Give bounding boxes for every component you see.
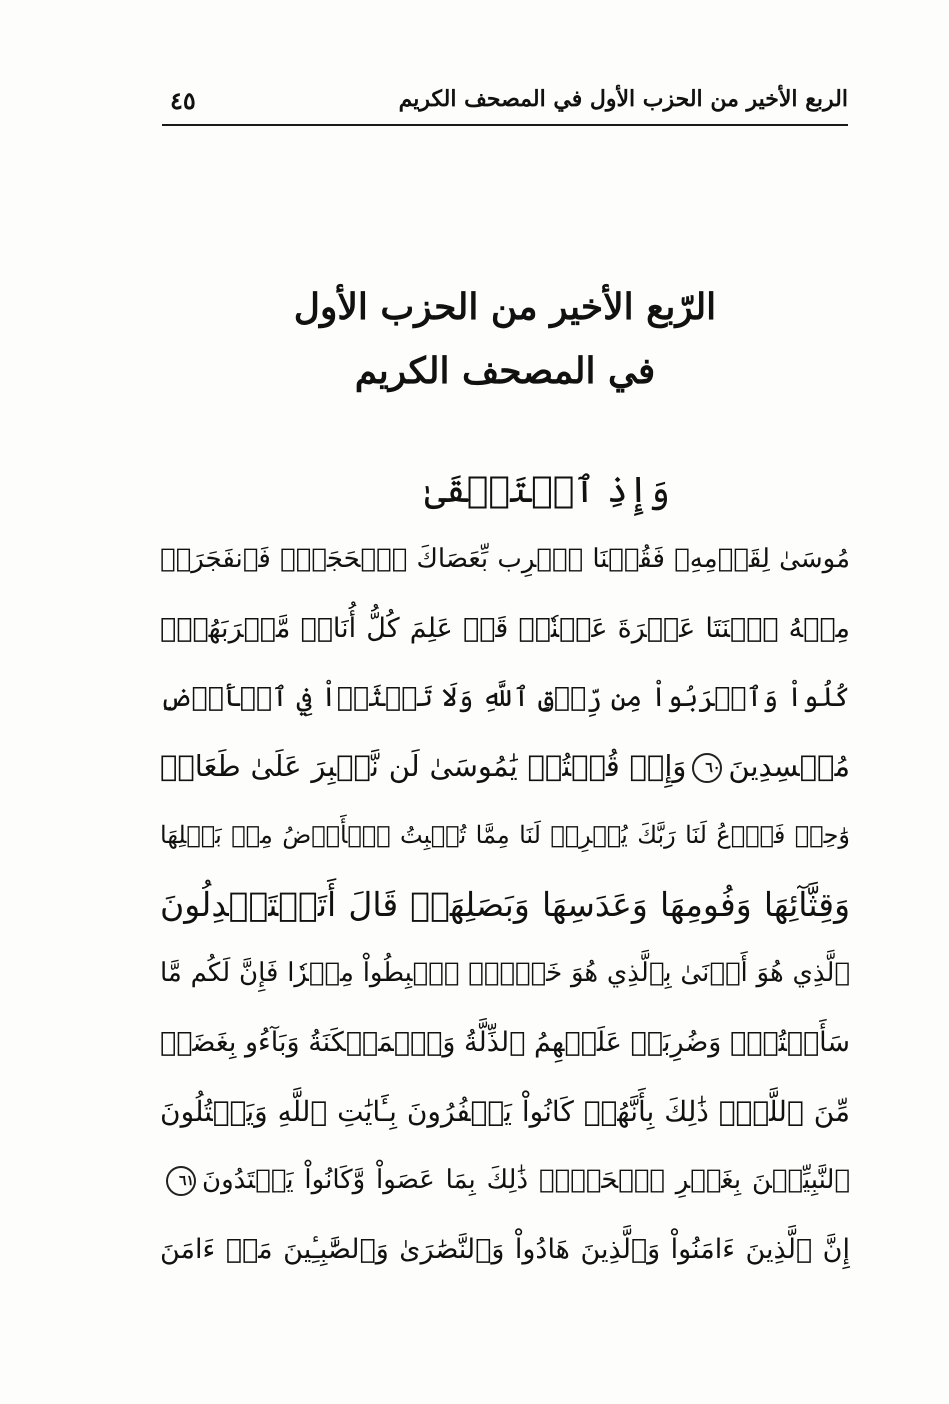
verse-line-5-start: مُفۡسِدِينَ xyxy=(728,749,850,783)
verse-end-marker-61: ٦١ xyxy=(166,1166,196,1196)
verse-line-8: ٱلَّذِي هُوَ أَدۡنَىٰ بِٱلَّذِي هُوَ خَيۡرٌۚ ٱهۡبِطُواْ مِصۡرٗا فَإِنَّ لَكُم مَّا xyxy=(160,958,850,988)
chapter-heading xyxy=(162,275,848,403)
page-number: ٤٥ xyxy=(170,86,196,115)
verse-end-marker-60: ٦٠ xyxy=(692,753,722,783)
running-header xyxy=(162,80,848,126)
chapter-title-line-1: الرّبع الأخير من الحزب الأول xyxy=(293,286,717,328)
verse-line-3: مِنۡهُ ٱثۡنَتَا عَشۡرَةَ عَيۡنٗاۖ قَدۡ عَلِمَ كُلُّ أُنَاسٖ مَّشۡرَبَهُمۡۖ xyxy=(160,613,850,644)
header-rule xyxy=(162,124,848,126)
quran-verse-block xyxy=(160,456,850,1284)
verse-line-11 xyxy=(160,1146,850,1215)
verse-line-10: مِّنَ ٱللَّهِۗ ذَٰلِكَ بِأَنَّهُمۡ كَانُواْ يَكۡفُرُونَ بِـَٔايَٰتِ ٱللَّهِ وَيَقۡتُلُونَ xyxy=(160,1095,850,1128)
chapter-title-line-2: في المصحف الكريم xyxy=(354,350,656,392)
verse-line-5 xyxy=(160,732,850,801)
running-title: الربع الأخير من الحزب الأول في المصحف الكريم xyxy=(398,86,848,112)
verse-line-5-end: وَإِذۡ قُلۡتُمۡ يَٰمُوسَىٰ لَن نَّصۡبِرَ عَلَىٰ طَعَامٖ xyxy=(160,749,687,783)
verse-line-12: إِنَّ ٱلَّذِينَ ءَامَنُواْ وَٱلَّذِينَ هَادُواْ وَٱلنَّصَٰرَىٰ وَٱلصَّٰبِـِٔينَ مَنۡ ءَامَنَ xyxy=(160,1234,850,1265)
verse-line-4: كُلُواْ وَٱشۡرَبُواْ مِن رِّزۡقِ ٱللَّهِ وَلَا تَعۡثَوۡاْ فِي ٱلۡأَرۡضِ xyxy=(160,682,850,713)
verse-line-2: مُوسَىٰ لِقَوۡمِهِۦ فَقُلۡنَا ٱضۡرِب بِّعَصَاكَ ٱلۡحَجَرَۖ فَٱنفَجَرَتۡ xyxy=(160,544,850,574)
verse-line-1: وَإِذِ ٱسۡتَسۡقَىٰ xyxy=(424,470,670,511)
verse-line-9: سَأَلۡتُمۡۗ وَضُرِبَتۡ عَلَيۡهِمُ ٱلذِّلَّةُ وَٱلۡمَسۡكَنَةُ وَبَآءُو بِغَضَبٖ xyxy=(160,1027,850,1058)
verse-line-6: وَٰحِدٖ فَٱدۡعُ لَنَا رَبَّكَ يُخۡرِجۡ لَنَا مِمَّا تُنۢبِتُ ٱلۡأَرۡضُ مِنۢ بَقۡلِهَا xyxy=(160,821,850,849)
verse-line-11-text: ٱلنَّبِيِّـۧنَ بِغَيۡرِ ٱلۡحَقِّۗ ذَٰلِكَ بِمَا عَصَواْ وَّكَانُواْ يَعۡتَدُونَ xyxy=(202,1165,850,1195)
verse-line-7: وَقِثَّآئِهَا وَفُومِهَا وَعَدَسِهَا وَبَصَلِهَاۖ قَالَ أَتَسۡتَبۡدِلُونَ xyxy=(160,885,850,924)
